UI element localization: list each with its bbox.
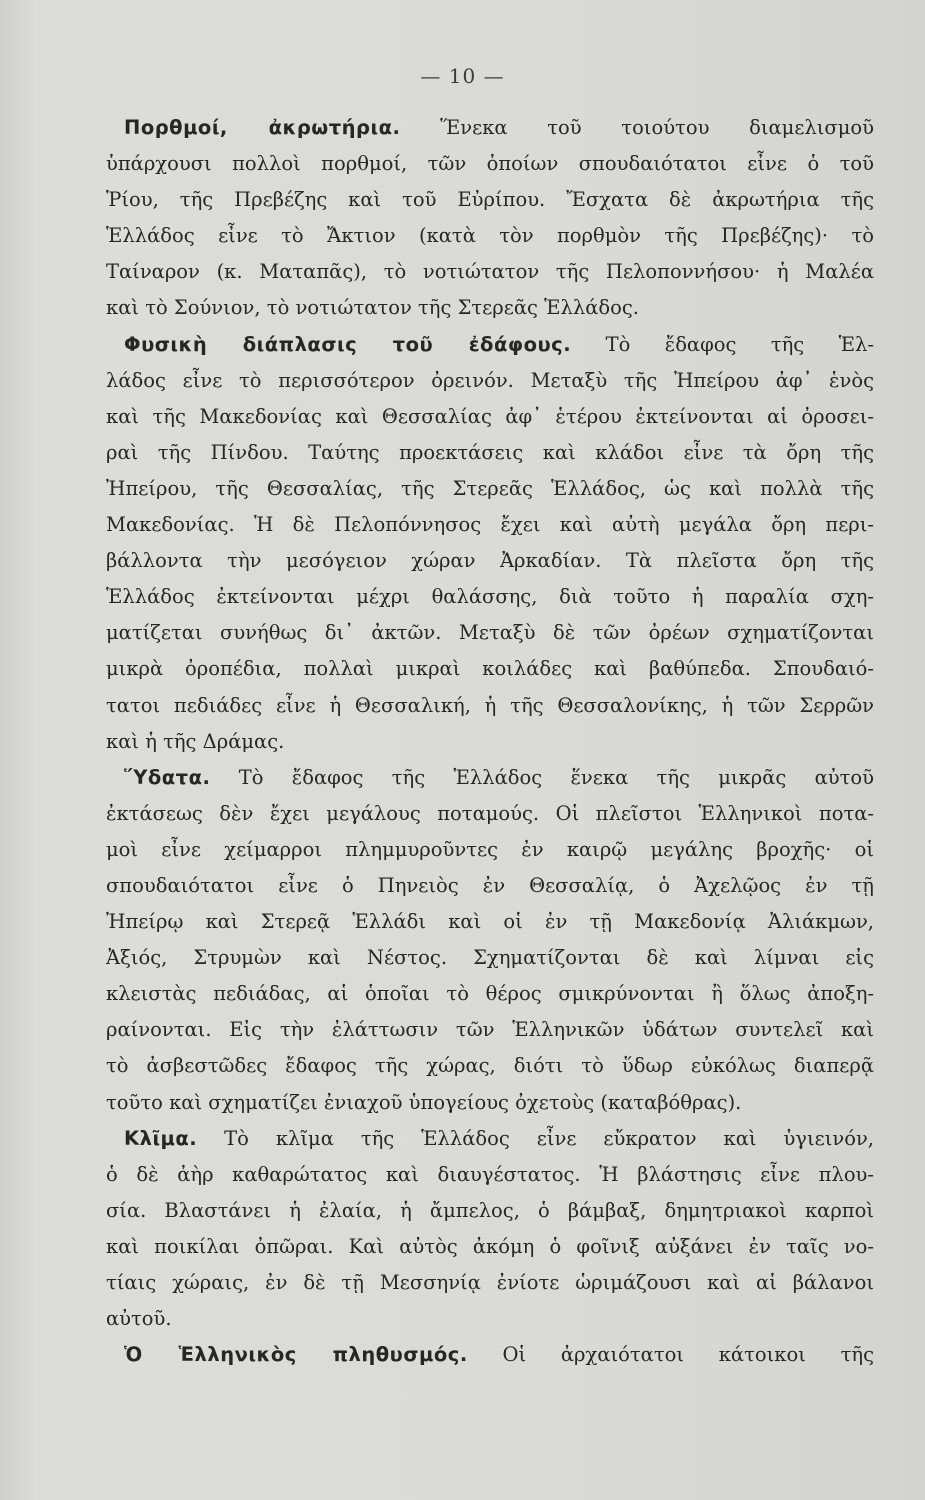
text-line: Μακεδονίας. Ἡ δὲ Πελοπόννησος ἔχει καὶ αὐτὴ μεγάλα ὄρη περι- (106, 513, 874, 537)
text-line: καὶ τὸ Σούνιον, τὸ νοτιώτατον τῆς Στερεᾶς Ἑλλάδος. (106, 296, 640, 320)
text-line: λάδος εἶνε τὸ περισσότερον ὀρεινόν. Μεταξὺ τῆς Ἠπείρου ἀφ᾽ ἑνὸς (106, 368, 874, 392)
text-line: Ἀξιός, Στρυμὼν καὶ Νέστος. Σχηματίζονται δὲ καὶ λίμναι εἰς (106, 946, 874, 970)
text-line: Ἑλλάδος ἐκτείνονται μέχρι θαλάσσης, διὰ τοῦτο ἡ παραλία σχη- (106, 585, 874, 609)
page-number: — 10 — (420, 64, 505, 88)
text-line: Οἱ ἀρχαιότατοι κάτοικοι τῆς (502, 1343, 874, 1367)
text-line: ματίζεται συνήθως δι᾽ ἀκτῶν. Μεταξὺ δὲ τῶν ὀρέων σχηματίζονται (106, 621, 874, 645)
text-line: ὁ δὲ ἀὴρ καθαρώτατος καὶ διαυγέστατος. Ἡ βλάστησις εἶνε πλου- (106, 1162, 874, 1186)
text-line: ραίνονται. Εἰς τὴν ἐλάττωσιν τῶν Ἑλληνικῶν ὑδάτων συντελεῖ καὶ (106, 1018, 874, 1042)
text-line: βάλλοντα τὴν μεσόγειον χώραν Ἀρκαδίαν. Τὰ πλεῖστα ὄρη τῆς (106, 549, 874, 573)
section-heading: Κλῖμα. (124, 1126, 198, 1150)
text-line: σπουδαιότατοι εἶνε ὁ Πηνειὸς ἐν Θεσσαλίᾳ, ὁ Ἀχελῷος ἐν τῇ (106, 873, 874, 897)
text-line: ραὶ τῆς Πίνδου. Ταύτης προεκτάσεις καὶ κλάδοι εἶνε τὰ ὄρη τῆς (106, 440, 874, 464)
text-line: Τὸ ἔδαφος τῆς Ἑλ- (605, 332, 874, 356)
text-line: Ἑλλάδος εἶνε τὸ Ἄκτιον (κατὰ τὸν πορθμὸν τῆς Πρεβέζης)· τὸ (106, 224, 874, 248)
section-heading: Ὁ Ἑλληνικὸς πληθυσμός. (124, 1343, 468, 1367)
text-line: Τὸ κλῖμα τῆς Ἑλλάδος εἶνε εὔκρατον καὶ ὑγιεινόν, (224, 1126, 874, 1150)
text-line: Τὸ ἔδαφος τῆς Ἑλλάδος ἕνεκα τῆς μικρᾶς αὐτοῦ (238, 765, 874, 789)
text-line: τίαις χώραις, ἐν δὲ τῇ Μεσσηνίᾳ ἐνίοτε ὡριμάζουσι καὶ αἱ βάλανοι (106, 1271, 874, 1294)
text-line: καὶ ἡ τῆς Δράμας. (106, 729, 285, 753)
text-line: καὶ ποικίλαι ὀπῶραι. Καὶ αὐτὸς ἀκόμη ὁ φοῖνιξ αὐξάνει ἐν ταῖς νο- (106, 1234, 874, 1258)
text-line: τοῦτο καὶ σχηματίζει ἐνιαχοῦ ὑπογείους ὀχετοὺς (καταβόθρας). (106, 1090, 742, 1114)
section-first-line (106, 1337, 874, 1373)
section-first-line (106, 1121, 874, 1157)
text-line: Ἠπείρου, τῆς Θεσσαλίας, τῆς Στερεᾶς Ἑλλάδος, ὡς καὶ πολλὰ τῆς (106, 476, 874, 500)
section-heading: Φυσικὴ διάπλασις τοῦ ἐδάφους. (124, 332, 572, 356)
text-line: Ἠπείρῳ καὶ Στερεᾷ Ἑλλάδι καὶ οἱ ἐν τῇ Μακεδονίᾳ Ἀλιάκμων, (106, 910, 874, 934)
page-text (106, 110, 874, 1373)
text-line: Ἕνεκα τοῦ τοιούτου διαμελισμοῦ (440, 116, 874, 139)
section-first-line (106, 110, 874, 146)
section-heading: Ὕδατα. (124, 765, 211, 789)
text-line: Ταίναρον (κ. Ματαπᾶς), τὸ νοτιώτατον τῆς Πελοποννήσου· ἡ Μαλέα (106, 260, 874, 284)
text-line: αὐτοῦ. (106, 1307, 172, 1331)
section-first-line (106, 327, 874, 363)
text-line: τατοι πεδιάδες εἶνε ἡ Θεσσαλική, ἡ τῆς Θεσσαλονίκης, ἡ τῶν Σερρῶν (106, 693, 874, 717)
text-line: ὑπάρχουσι πολλοὶ πορθμοί, τῶν ὁποίων σπουδαιότατοι εἶνε ὁ τοῦ (106, 152, 874, 176)
section-heading: Πορθμοί, ἀκρωτήρια. (124, 116, 401, 139)
text-line: μοὶ εἶνε χείμαρροι πλημμυροῦντες ἐν καιρῷ μεγάλης βροχῆς· οἱ (106, 837, 874, 861)
text-line: τὸ ἀσβεστῶδες ἔδαφος τῆς χώρας, διότι τὸ ὕδωρ εὐκόλως διαπερᾷ (106, 1054, 874, 1078)
text-line: μικρὰ ὀροπέδια, πολλαὶ μικραὶ κοιλάδες καὶ βαθύπεδα. Σπουδαιό- (106, 657, 874, 681)
section-first-line (106, 760, 874, 796)
text-line: ἐκτάσεως δὲν ἔχει μεγάλους ποταμούς. Οἱ πλεῖστοι Ἑλληνικοὶ ποτα- (106, 801, 874, 825)
text-line: καὶ τῆς Μακεδονίας καὶ Θεσσαλίας ἀφ᾽ ἑτέρου ἐκτείνονται αἱ ὀροσει- (106, 404, 874, 428)
text-line: Ῥίου, τῆς Πρεβέζης καὶ τοῦ Εὐρίπου. Ἔσχατα δὲ ἀκρωτήρια τῆς (106, 188, 874, 212)
text-line: κλειστὰς πεδιάδας, αἱ ὁποῖαι τὸ θέρος σμικρύνονται ἢ ὅλως ἀποξη- (106, 982, 874, 1006)
text-line: σία. Βλαστάνει ἡ ἐλαία, ἡ ἄμπελος, ὁ βάμβαξ, δημητριακοὶ καρποὶ (106, 1198, 874, 1222)
